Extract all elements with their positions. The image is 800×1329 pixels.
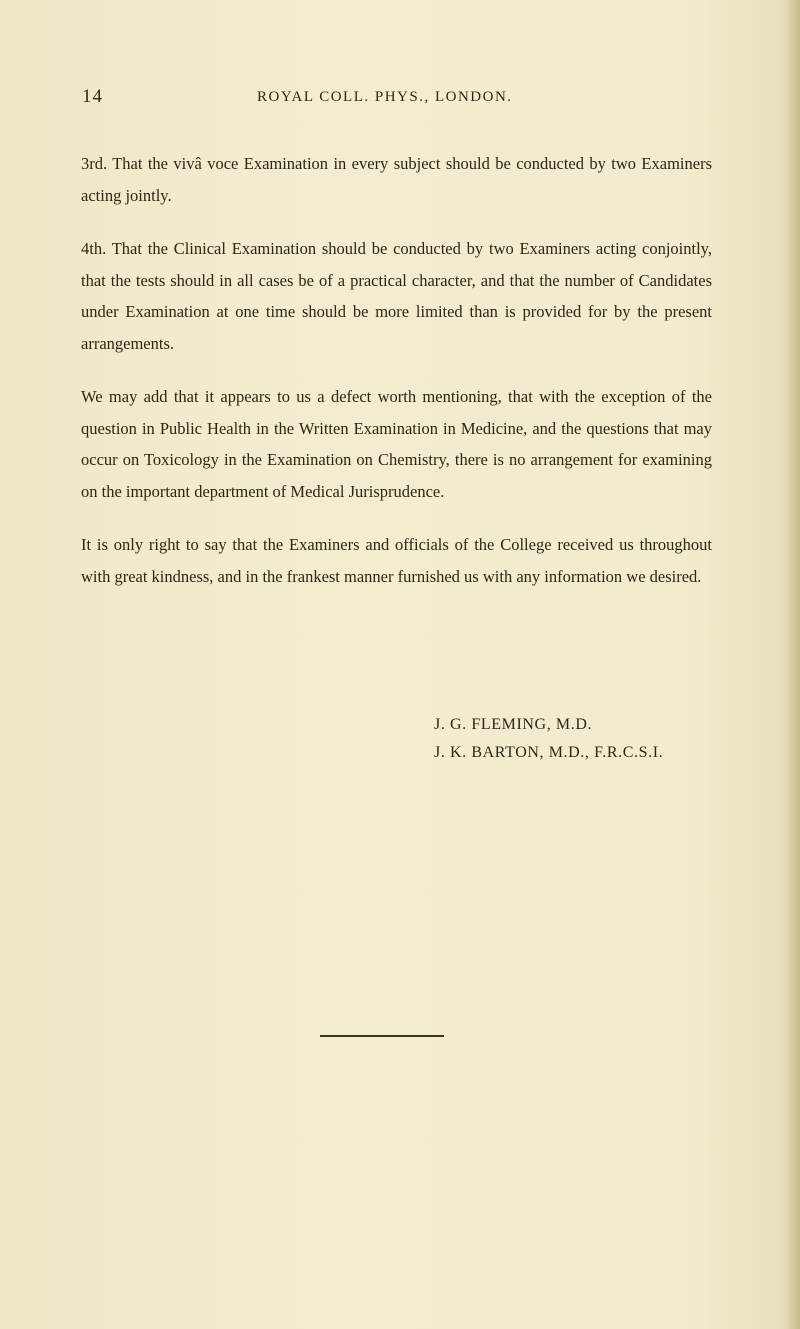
end-rule bbox=[320, 1035, 444, 1037]
signature-block bbox=[434, 711, 663, 767]
page-header bbox=[82, 86, 722, 112]
signature-barton: J. K. BARTON, M.D., F.R.C.S.I. bbox=[434, 744, 664, 761]
paragraph-fourth-recommendation: 4th. That the Clinical Examination should be conducted by two Examiners acting conjointly, that the tests should in all cases be of a practical character, and that the number of Candidates under Examination at one time should be more limited than is provided for by the present arrangements. bbox=[81, 239, 712, 353]
body-text bbox=[81, 148, 712, 614]
page-number: 14 bbox=[82, 86, 103, 107]
page-edge-shadow bbox=[786, 0, 800, 1329]
paragraph-defect-note: We may add that it appears to us a defect worth mentioning, that with the exception of the question in Public Health in the Written Examination in Medicine, and the questions that may occur on Toxicology in the Examination on Chemistry, there is no arrangement for examining on the important department of Medical Jurisprudence. bbox=[81, 387, 712, 501]
paragraph-acknowledgement: It is only right to say that the Examiners and officials of the College received us throughout with great kindness, and in the frankest manner furnished us with any information we desired. bbox=[81, 535, 712, 586]
signature-fleming: J. G. FLEMING, M.D. bbox=[434, 716, 593, 733]
running-head: ROYAL COLL. PHYS., LONDON. bbox=[257, 89, 513, 105]
paragraph-third-recommendation: 3rd. That the vivâ voce Examination in every subject should be conducted by two Examiners acting jointly. bbox=[81, 154, 712, 205]
